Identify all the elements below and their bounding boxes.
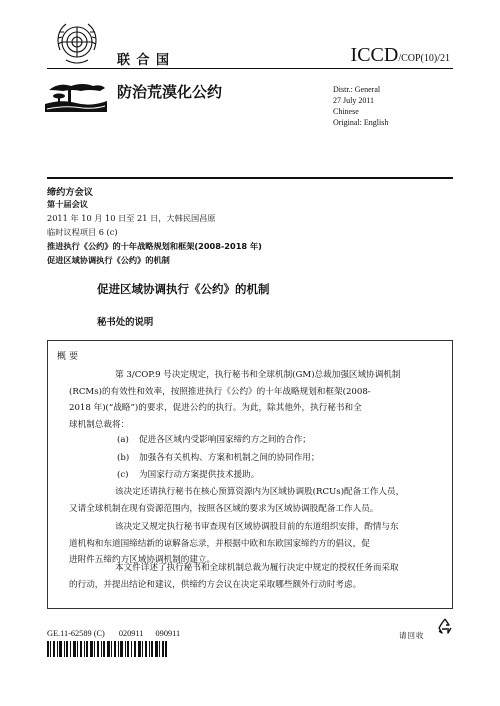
- header-rule: [47, 68, 453, 69]
- summary-list-item-c: [117, 468, 259, 480]
- agenda-title-line2: 促进区域协调执行《公约》的机制: [47, 255, 170, 265]
- agenda-item: 临时议程项目 6 (c): [47, 227, 118, 237]
- summary-paragraph-4: [69, 560, 441, 593]
- barcode: [47, 641, 167, 657]
- paragraph-line: 球机制总裁将：: [69, 419, 130, 430]
- list-marker: (a): [117, 435, 129, 445]
- thick-rule: [47, 177, 453, 179]
- list-text: 促进各区域内受影响国家缔约方之间的合作；: [139, 435, 311, 445]
- meeting-body: 缔约方会议: [47, 187, 93, 198]
- job-number: GE.11-62589 (C): [47, 629, 105, 638]
- document-subtitle: 秘书处的说明: [97, 317, 154, 328]
- summary-label: 概要: [57, 352, 82, 362]
- paragraph-line: 的行动，并提出结论和建议，供缔约方会议在决定采取哪些额外行动时考虑。: [69, 579, 362, 590]
- paragraph-line: 第 3/COP.9 号决定规定，执行秘书和全球机制(GM)总裁加强区域协调机制: [115, 370, 401, 380]
- list-text: 加强各有关机构、方案和机制之间的协同作用；: [139, 453, 320, 463]
- paragraph-line: 进附件五缔约方区域协调机制的建立。: [69, 555, 216, 565]
- recycle-icon: [436, 617, 454, 635]
- date-text: 27 July 2011: [333, 96, 375, 105]
- original-language-text: Original: English: [333, 118, 389, 127]
- meeting-session: 第十届会议: [47, 199, 88, 209]
- paragraph-line: (RCMs)的有效性和效率，按照推进执行《公约》的十年战略规划和框架(2008-: [69, 386, 371, 397]
- paragraph-line: 该决定还请执行秘书在核心预算资源内为区域协调股(RCUs)配备工作人员，: [115, 487, 405, 497]
- un-emblem: [52, 20, 102, 68]
- distribution-block: [333, 84, 388, 128]
- summary-box: [47, 340, 453, 609]
- paragraph-line: 本文件详述了执行秘书和全球机制总裁为履行决定中规定的授权任务而采取: [115, 563, 399, 573]
- list-marker: (b): [117, 453, 130, 463]
- agenda-title-line1: 推进执行《公约》的十年战略规划和框架(2008-2018 年): [47, 241, 262, 251]
- paragraph-line: 2018 年)(“战略”)的要求，促进公约的执行。为此，除其他外，执行秘书和全: [69, 403, 362, 413]
- document-title: 促进区域协调执行《公约》的机制: [97, 282, 270, 296]
- footer-code-1: 020911: [118, 629, 144, 638]
- summary-paragraph-1: [69, 367, 441, 433]
- paragraph-line: 又请全球机制在现有资源范围内，按照各区域的要求为区域协调股配备工作人员。: [69, 503, 379, 514]
- document-symbol: [351, 44, 450, 67]
- paragraph-line: 道机构和东道国缔结新的谅解备忘录，并根据中欧和东欧国家缔约方的倡议，促: [69, 538, 370, 549]
- language-text: Chinese: [333, 107, 359, 116]
- meeting-dates-place: 2011 年 10 月 10 日至 21 日，大韩民国昌原: [47, 213, 216, 223]
- footer-job-number: [47, 629, 180, 638]
- document-symbol-main: ICCD: [350, 44, 399, 66]
- footer-code-2: 090911: [155, 629, 181, 638]
- unccd-logo: [45, 72, 107, 112]
- document-symbol-sub: /COP(10)/21: [398, 53, 450, 64]
- list-marker: (c): [117, 470, 129, 480]
- paragraph-line: 该决定又规定执行秘书审查现有区域协调股目前的东道组织安排，酌情与东: [115, 522, 399, 532]
- distr-text: Distr.: General: [333, 85, 381, 94]
- summary-paragraph-2: [69, 484, 441, 517]
- summary-list-item-a: [117, 433, 311, 445]
- summary-list-item-b: [117, 451, 319, 463]
- org-name: 联 合 国: [117, 53, 171, 68]
- list-text: 为国家行动方案提供技术援助。: [139, 470, 260, 480]
- convention-name: 防治荒漠化公约: [117, 83, 223, 101]
- recycle-text: 请回收: [399, 631, 425, 640]
